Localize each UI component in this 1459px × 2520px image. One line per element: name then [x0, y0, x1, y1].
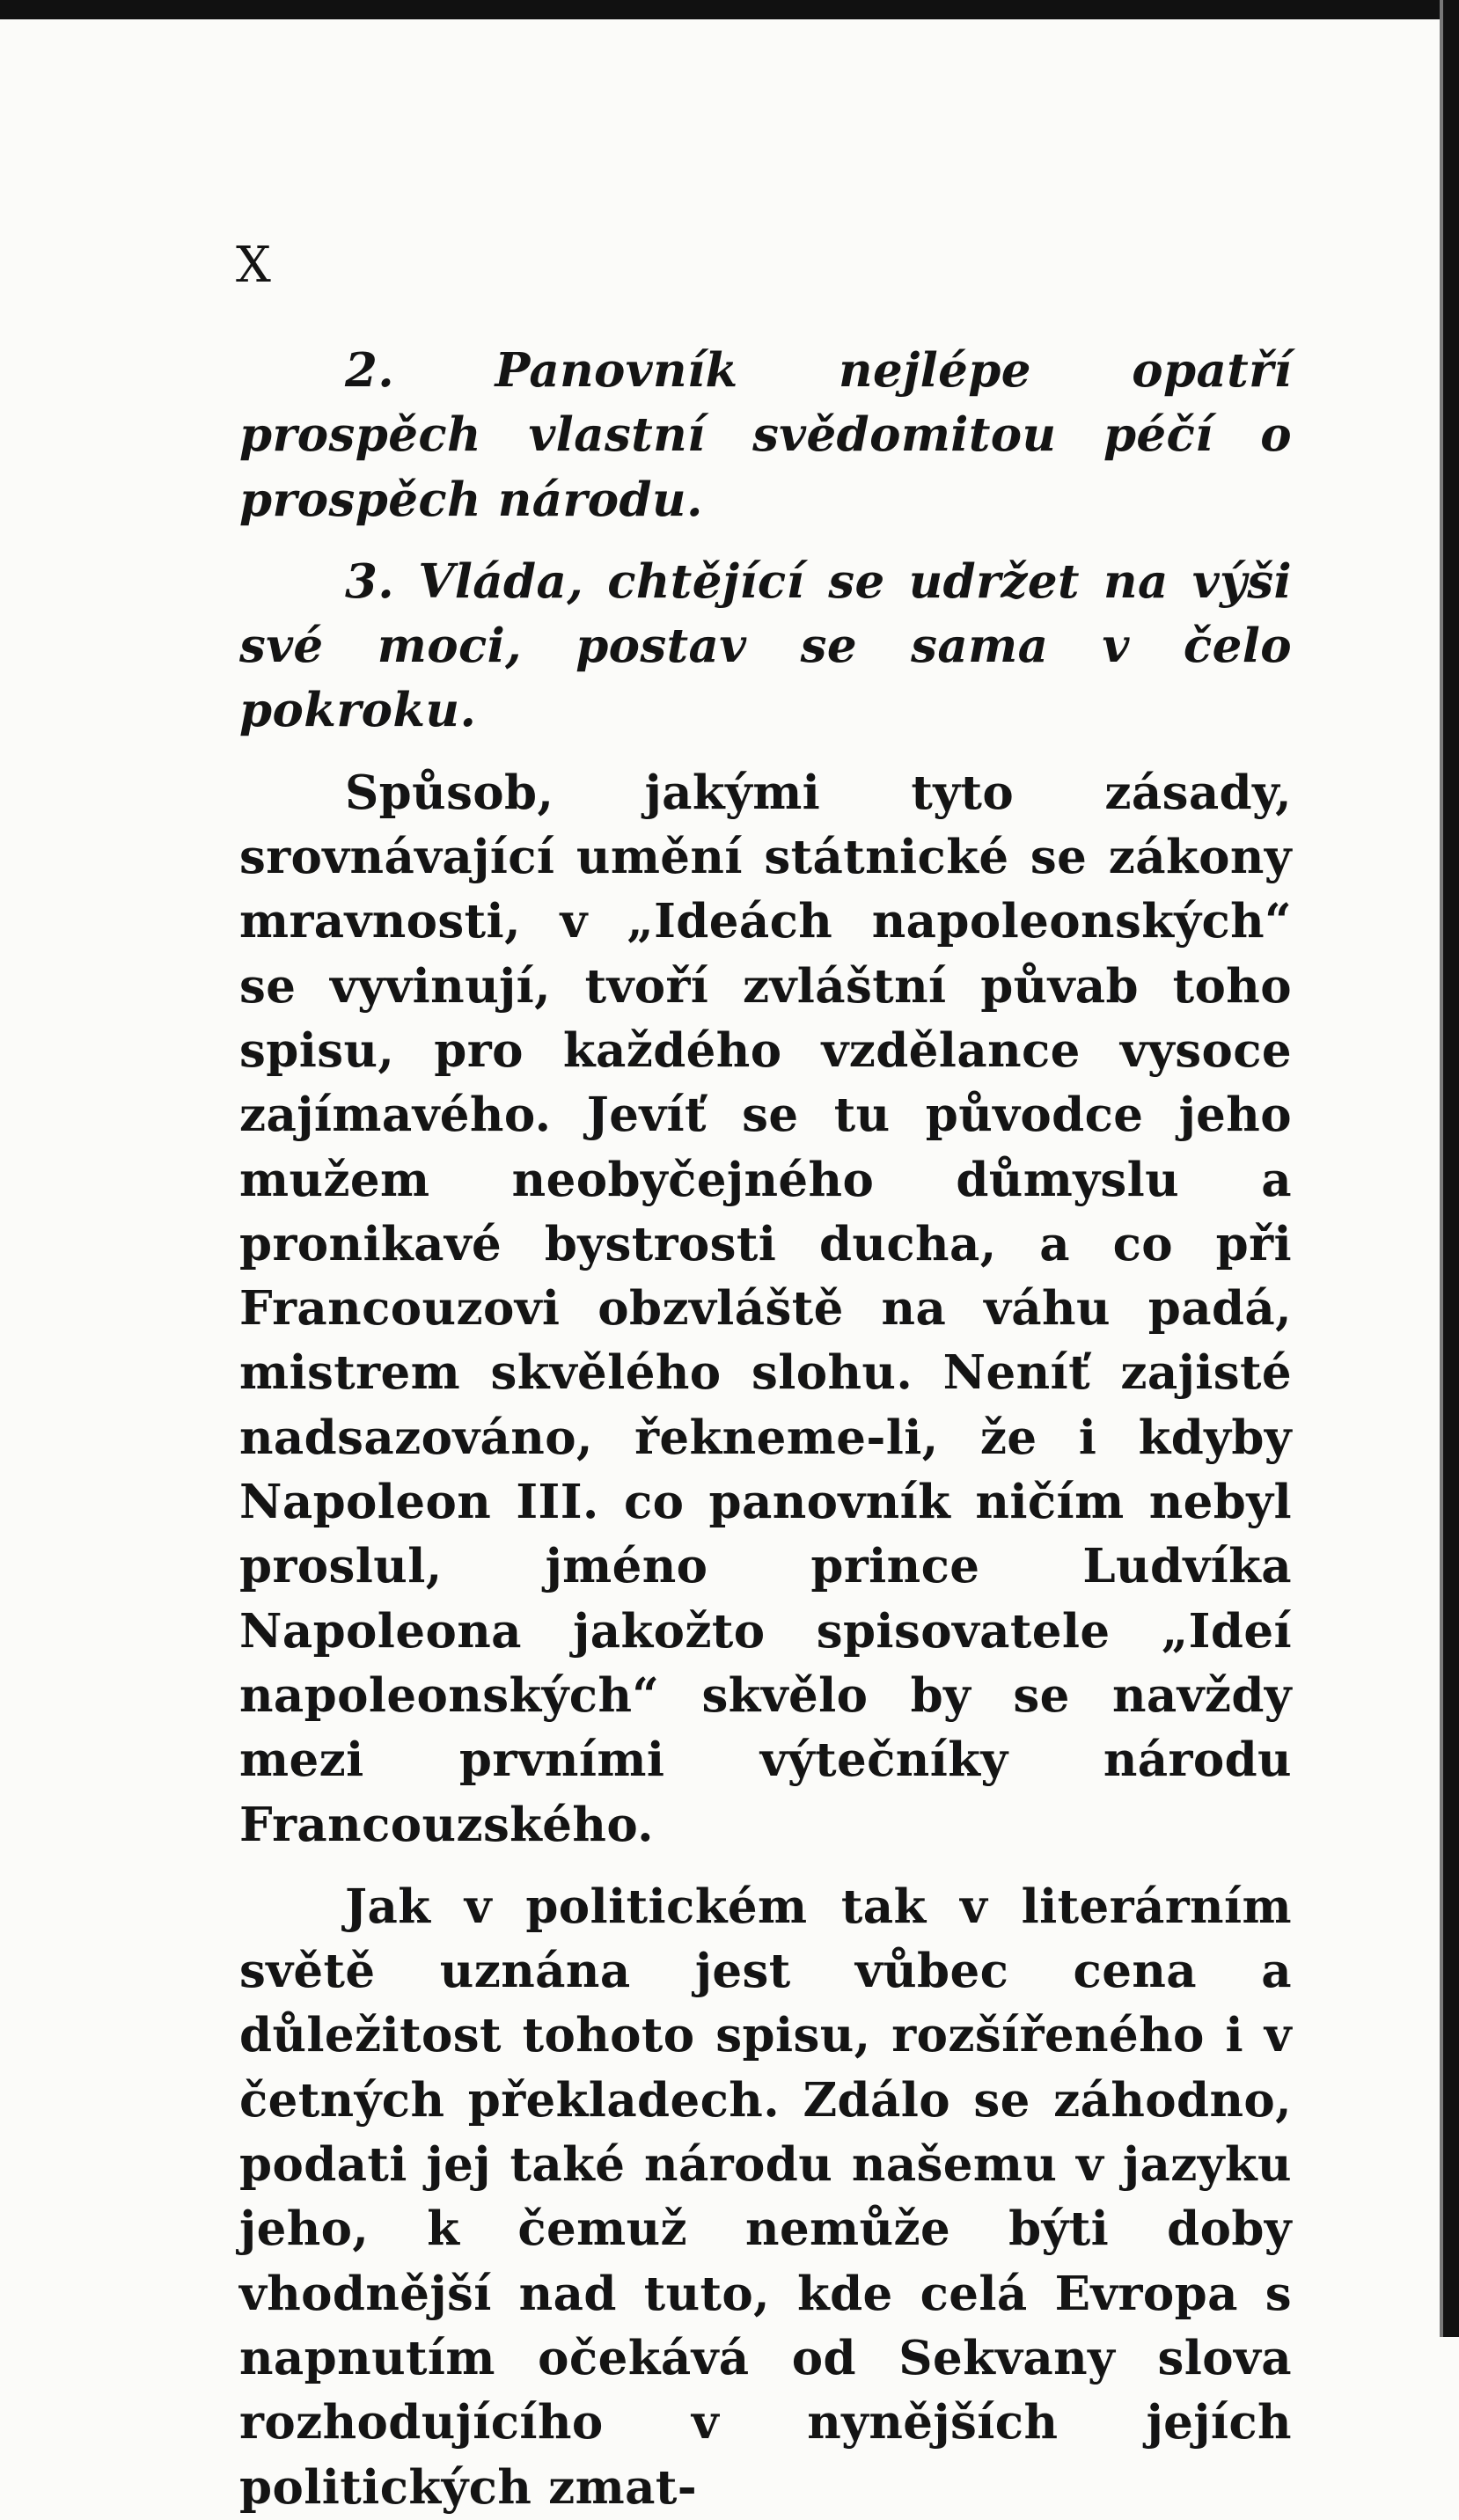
page-text [239, 339, 1292, 2520]
page-number: X [236, 237, 271, 294]
paragraph-reception: Jak v politickém tak v literárním světě uznána jest vůbec cena a důležitost tohoto spisu, rozšířeného i v četných překladech. Zdálo se záhodno, podati jej také národu našemu v jazyku jeho, k čemuž nemůže býti doby vhodnější nad tuto, kde celá Evropa s napnutím očekává od Sekvany slova rozhodujícího v nynějších jejích politických zmat- [239, 1879, 1292, 2515]
paragraph-style: Spůsob, jakými tyto zásady, srovnávající umění státnické se zákony mravnosti, v „Ideách napoleonských“ se vyvinují, tvoří zvláštní půvab toho spisu, pro každého vzdělance vysoce zajímavého. Jevíť se tu původce jeho mužem neobyčejného důmyslu a pronikavé bystrosti ducha, a co při Francouzovi obzvláště na váhu padá, mistrem skvělého slohu. Neníť zajisté nadsazováno, řekneme-li, že i kdyby Napoleon III. co panovník ničím nebyl proslul, jméno prince Ludvíka Napoleona jakožto spisovatele „Ideí napoleonských“ skvělo by se navždy mezi prvními výtečníky národu Francouzského. [239, 765, 1292, 1852]
scan-border-right [1443, 0, 1459, 2337]
principle-3: 3. Vláda, chtějící se udržet na výši své moci, postav se sama v čelo pokroku. [239, 553, 1292, 738]
scan-border-top [0, 0, 1459, 19]
principle-2: 2. Panovník nejlépe opatří prospěch vlastní svědomitou péčí o prospěch národu. [239, 343, 1292, 527]
